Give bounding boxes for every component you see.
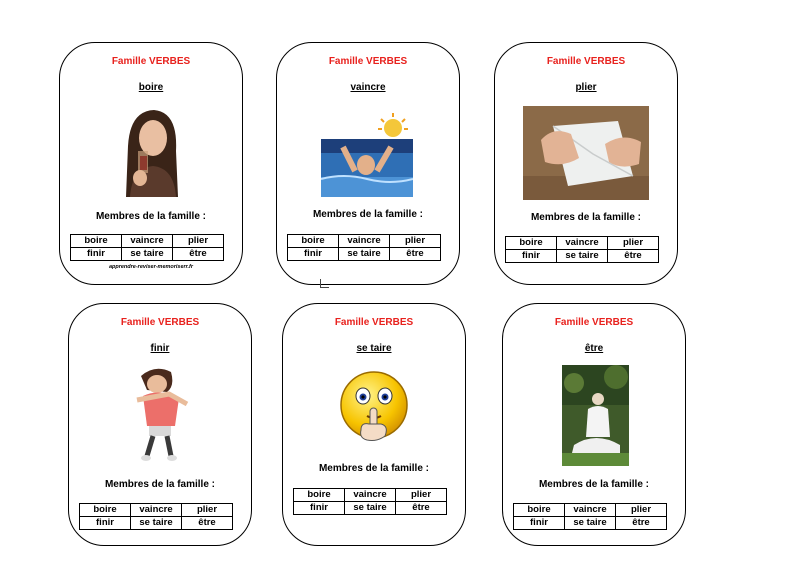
table-row <box>80 517 233 530</box>
table-cell: être <box>608 250 659 263</box>
table-row <box>506 250 659 263</box>
swimmer-winning-photo <box>321 111 413 197</box>
table-cell: plier <box>173 235 224 248</box>
card-title: Famille VERBES <box>554 317 634 328</box>
members-label: Membres de la famille : <box>318 463 430 474</box>
table-cell: vaincre <box>122 235 173 248</box>
family-table <box>293 488 447 515</box>
table-cell: boire <box>514 504 565 517</box>
table-row <box>80 504 233 517</box>
table-cell: se taire <box>122 248 173 261</box>
family-table <box>505 236 659 263</box>
members-label: Membres de la famille : <box>530 212 642 223</box>
table-cell: boire <box>506 237 557 250</box>
card-plier <box>494 42 678 285</box>
table-cell: se taire <box>345 502 396 515</box>
members-label: Membres de la famille : <box>312 209 424 220</box>
table-row <box>506 237 659 250</box>
table-cell: boire <box>80 504 131 517</box>
table-cell: finir <box>288 248 339 261</box>
table-row <box>294 489 447 502</box>
table-row <box>514 504 667 517</box>
table-cell: plier <box>616 504 667 517</box>
card-vaincre <box>276 42 460 285</box>
shush-smiley-icon <box>337 368 412 446</box>
card-etre <box>502 303 686 546</box>
family-table <box>287 234 441 261</box>
card-verb: être <box>584 343 604 354</box>
table-cell: vaincre <box>131 504 182 517</box>
card-verb: plier <box>575 82 597 93</box>
table-cell: finir <box>514 517 565 530</box>
girl-drinking-photo <box>120 106 183 197</box>
table-cell: être <box>390 248 441 261</box>
members-label: Membres de la famille : <box>95 211 207 222</box>
family-table <box>79 503 233 530</box>
card-title: Famille VERBES <box>328 56 408 67</box>
site-footer: apprendre-reviser-memoriserr.fr <box>108 264 194 270</box>
table-row <box>288 248 441 261</box>
table-cell: plier <box>182 504 233 517</box>
card-title: Famille VERBES <box>334 317 414 328</box>
table-cell: finir <box>294 502 345 515</box>
table-cell: être <box>396 502 447 515</box>
members-label: Membres de la famille : <box>538 479 650 490</box>
card-title: Famille VERBES <box>546 56 626 67</box>
table-cell: être <box>173 248 224 261</box>
table-cell: être <box>182 517 233 530</box>
table-row <box>71 248 224 261</box>
woman-meditating-photo <box>562 365 629 466</box>
card-verb: vaincre <box>350 82 386 93</box>
table-row <box>294 502 447 515</box>
table-cell: vaincre <box>339 235 390 248</box>
table-cell: vaincre <box>565 504 616 517</box>
table-cell: finir <box>506 250 557 263</box>
family-table <box>513 503 667 530</box>
family-table <box>70 234 224 261</box>
table-cell: se taire <box>131 517 182 530</box>
table-cell: se taire <box>557 250 608 263</box>
table-cell: plier <box>396 489 447 502</box>
table-cell: vaincre <box>557 237 608 250</box>
table-cell: plier <box>608 237 659 250</box>
hands-folding-paper-photo <box>523 106 649 200</box>
table-cell: plier <box>390 235 441 248</box>
card-boire <box>59 42 243 285</box>
card-verb: boire <box>138 82 164 93</box>
girl-pointing-photo <box>129 364 193 462</box>
table-cell: boire <box>294 489 345 502</box>
table-cell: vaincre <box>345 489 396 502</box>
table-row <box>514 517 667 530</box>
card-verb: finir <box>150 343 170 354</box>
table-cell: boire <box>71 235 122 248</box>
table-cell: se taire <box>565 517 616 530</box>
table-cell: finir <box>80 517 131 530</box>
table-cell: finir <box>71 248 122 261</box>
card-se-taire <box>282 303 466 546</box>
card-title: Famille VERBES <box>120 317 200 328</box>
table-row <box>71 235 224 248</box>
table-cell: boire <box>288 235 339 248</box>
members-label: Membres de la famille : <box>104 479 216 490</box>
card-title: Famille VERBES <box>111 56 191 67</box>
table-cell: se taire <box>339 248 390 261</box>
card-verb: se taire <box>356 343 392 354</box>
stray-mark <box>320 279 329 288</box>
table-cell: être <box>616 517 667 530</box>
table-row <box>288 235 441 248</box>
card-finir <box>68 303 252 546</box>
